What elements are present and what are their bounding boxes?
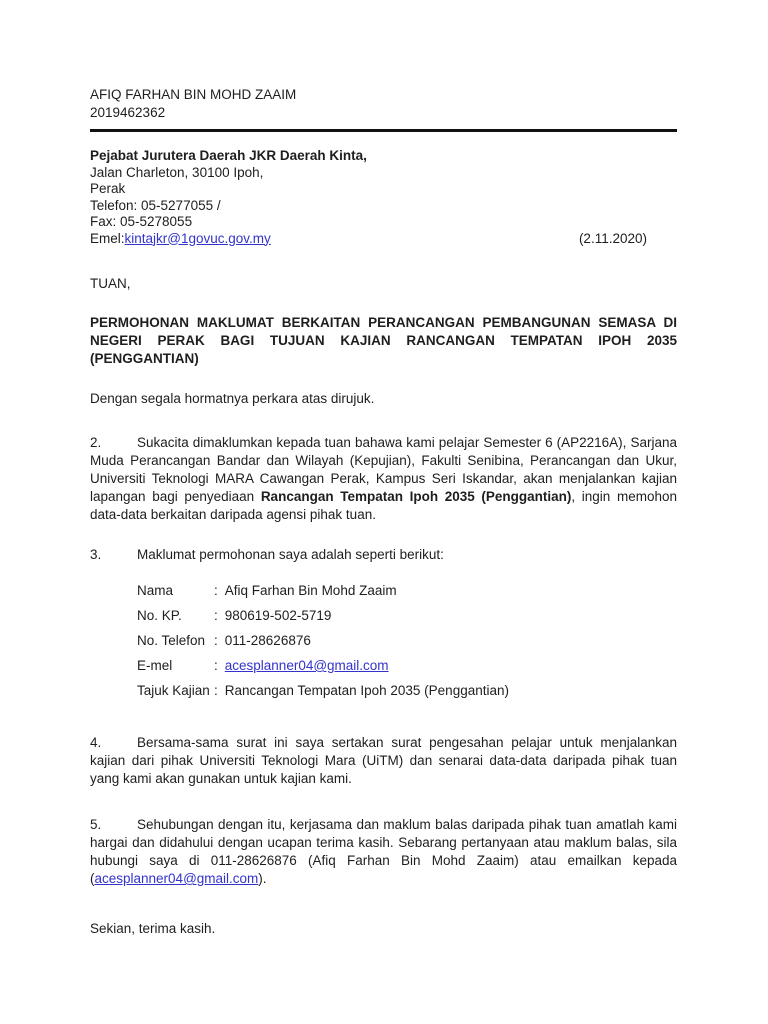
paragraph-2-text-1: Sukacita dimaklumkan kepada tuan bahawa kami pelajar Semester 6 (AP2216A), Sarjana Muda Perancangan Bandar dan Wilayah (Kepujian), Fakulti Senibina, Perancangan dan Ukur, Universiti Teknologi MARA Cawangan Perak, Kampus Seri Iskandar, akan menjalankan kajian lapangan bagi penyediaan: [90, 435, 677, 504]
recipient-email-link[interactable]: kintajkr@1govuc.gov.my: [124, 230, 271, 246]
paragraph-5: [90, 816, 677, 888]
detail-label: No. Telefon: [137, 633, 206, 648]
email-label: Emel:: [90, 230, 125, 246]
detail-value: Rancangan Tempatan Ipoh 2035 (Penggantian): [224, 683, 509, 698]
paragraph-2-number: 2.: [90, 435, 102, 450]
paragraph-2-text-2: , ingin memohon data-data berkaitan daripada agensi pihak tuan.: [90, 489, 677, 522]
intro-line: Dengan segala hormatnya perkara atas dirujuk.: [90, 391, 375, 406]
recipient-fax: Fax: 05-5278055: [90, 214, 193, 229]
detail-value: 980619-502-5719: [224, 608, 332, 623]
recipient-email-line: [90, 231, 271, 248]
recipient-email-row: [90, 231, 677, 248]
paragraph-5-email-link[interactable]: acesplanner04@gmail.com: [94, 871, 259, 886]
paragraph-5-text-2: ).: [258, 871, 267, 886]
paragraph-2: [90, 434, 677, 524]
detail-row-e-mel: [137, 653, 677, 678]
closing-line: Sekian, terima kasih.: [90, 921, 216, 936]
paragraph-4-text: Bersama-sama surat ini saya sertakan surat pengesahan pelajar untuk menjalankan kajian dari pihak Universiti Teknologi Mara (UiTM) dan senarai data-data daripada pihak tuan yang kami akan gunakan untuk kajian kami.: [90, 735, 677, 786]
salutation: TUAN,: [90, 276, 131, 291]
recipient-phone: Telefon: 05-5277055 /: [90, 197, 221, 213]
recipient-address-line2: Perak: [90, 181, 126, 196]
detail-label: Tajuk Kajian: [137, 683, 210, 698]
detail-row-no-telefon: [137, 628, 677, 653]
detail-label: No. KP.: [137, 608, 182, 623]
paragraph-3-number: 3.: [90, 547, 102, 562]
paragraph-4-number: 4.: [90, 735, 102, 750]
detail-separator: :: [214, 658, 218, 673]
subject-heading: PERMOHONAN MAKLUMAT BERKAITAN PERANCANGAN PEMBANGUNAN SEMASA DI NEGERI PERAK BAGI TUJUAN KAJIAN RANCANGAN TEMPATAN IPOH 2035 (PENGGANTIAN): [90, 315, 677, 366]
paragraph-3: [90, 546, 677, 564]
paragraph-3-text: Maklumat permohonan saya adalah seperti berikut:: [137, 547, 444, 562]
applicant-email-link[interactable]: acesplanner04@gmail.com: [224, 658, 389, 673]
sender-name: AFIQ FARHAN BIN MOHD ZAAIM: [90, 87, 297, 102]
applicant-details: [90, 578, 677, 703]
recipient-org: Pejabat Jurutera Daerah JKR Daerah Kinta,: [90, 148, 367, 163]
detail-value: 011-28626876: [224, 633, 311, 648]
detail-separator: :: [214, 633, 218, 648]
paragraph-5-text-1: Sehubungan dengan itu, kerjasama dan maklum balas daripada pihak tuan amatlah kami hargai dan didahului dengan ucapan terima kasih. Sebarang pertanyaan atau maklum balas, sila hubungi saya di 011-28626876 (Afiq Farhan Bin Mohd Zaaim) atau emailkan kepada (: [90, 817, 677, 886]
detail-separator: :: [214, 683, 218, 698]
detail-row-no-kp: [137, 603, 677, 628]
detail-row-tajuk-kajian: [137, 678, 677, 703]
paragraph-5-number: 5.: [90, 817, 102, 832]
sender-block: [90, 86, 677, 132]
detail-row-nama: [137, 578, 677, 603]
detail-label: Nama: [137, 583, 174, 598]
detail-value: Afiq Farhan Bin Mohd Zaaim: [224, 583, 397, 598]
recipient-address-line1: Jalan Charleton, 30100 Ipoh,: [90, 164, 264, 180]
sender-student-id: 2019462362: [90, 105, 166, 120]
detail-separator: :: [214, 608, 218, 623]
recipient-block: [90, 148, 677, 247]
paragraph-2-bold-title: Rancangan Tempatan Ipoh 2035 (Penggantian): [260, 489, 572, 504]
detail-label: E-mel: [137, 658, 173, 673]
detail-separator: :: [214, 583, 218, 598]
letter-date: (2.11.2020): [578, 230, 647, 246]
paragraph-4: [90, 734, 677, 788]
